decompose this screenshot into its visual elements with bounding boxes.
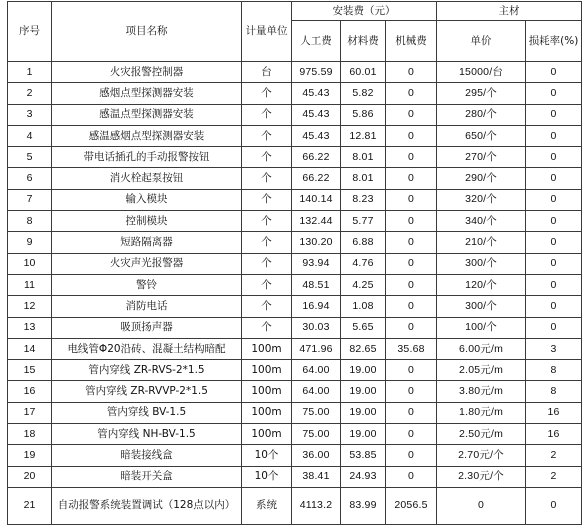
cell-loss-rate: 0 (526, 189, 582, 210)
cell-seq: 11 (8, 274, 52, 295)
cell-unit: 10个 (242, 466, 292, 487)
cell-machine-fee: 35.68 (386, 338, 437, 359)
cell-unit: 个 (242, 296, 292, 317)
cell-unit-price: 270/个 (437, 147, 526, 168)
cell-unit: 100m (242, 424, 292, 445)
cell-material-fee: 6.88 (341, 232, 386, 253)
cell-unit: 系统 (242, 487, 292, 524)
cell-unit-price: 2.05元/m (437, 360, 526, 381)
cell-loss-rate: 0 (526, 487, 582, 524)
cell-material-fee: 83.99 (341, 487, 386, 524)
cell-seq: 14 (8, 338, 52, 359)
cell-seq: 5 (8, 147, 52, 168)
header-seq: 序号 (8, 2, 52, 62)
cell-unit-price: 2.50元/m (437, 424, 526, 445)
cell-seq: 15 (8, 360, 52, 381)
cell-labor-fee: 48.51 (292, 274, 341, 295)
cell-machine-fee: 0 (386, 62, 437, 83)
cell-seq: 2 (8, 83, 52, 104)
cell-loss-rate: 0 (526, 147, 582, 168)
header-material-fee: 材料费 (341, 21, 386, 62)
cell-unit: 100m (242, 360, 292, 381)
table-row (8, 274, 582, 295)
cell-labor-fee: 30.03 (292, 317, 341, 338)
cell-material-fee: 8.23 (341, 189, 386, 210)
cell-unit-price: 2.70元/个 (437, 445, 526, 466)
cell-unit-price: 300/个 (437, 296, 526, 317)
cell-unit-price: 1.80元/m (437, 402, 526, 423)
cell-labor-fee: 36.00 (292, 445, 341, 466)
cell-labor-fee: 45.43 (292, 83, 341, 104)
cell-material-fee: 8.01 (341, 168, 386, 189)
cell-item-name: 警铃 (52, 274, 242, 295)
table-row (8, 83, 582, 104)
cell-item-name: 暗装开关盒 (52, 466, 242, 487)
table-row (8, 125, 582, 146)
cell-machine-fee: 0 (386, 83, 437, 104)
cell-loss-rate: 3 (526, 338, 582, 359)
cell-seq: 21 (8, 487, 52, 524)
cell-item-name: 管内穿线 BV-1.5 (52, 402, 242, 423)
cell-unit-price: 15000/台 (437, 62, 526, 83)
cell-item-name: 自动报警系统装置调试（128点以内） (52, 487, 242, 524)
cell-unit: 个 (242, 147, 292, 168)
cell-item-name: 消防电话 (52, 296, 242, 317)
cell-material-fee: 19.00 (341, 424, 386, 445)
table-row (8, 338, 582, 359)
cell-machine-fee: 0 (386, 104, 437, 125)
cell-seq: 20 (8, 466, 52, 487)
cell-unit: 个 (242, 274, 292, 295)
cell-loss-rate: 0 (526, 62, 582, 83)
cell-item-name: 管内穿线 ZR-RVS-2*1.5 (52, 360, 242, 381)
table-row (8, 317, 582, 338)
cell-unit-price: 120/个 (437, 274, 526, 295)
cell-item-name: 吸顶扬声器 (52, 317, 242, 338)
cell-machine-fee: 0 (386, 274, 437, 295)
cell-item-name: 带电话插孔的手动报警按钮 (52, 147, 242, 168)
cell-item-name: 暗装接线盒 (52, 445, 242, 466)
cell-unit-price: 320/个 (437, 189, 526, 210)
cell-loss-rate: 2 (526, 445, 582, 466)
cell-machine-fee: 2056.5 (386, 487, 437, 524)
cell-material-fee: 4.25 (341, 274, 386, 295)
cell-machine-fee: 0 (386, 360, 437, 381)
cell-labor-fee: 132.44 (292, 211, 341, 232)
cell-loss-rate: 0 (526, 211, 582, 232)
cell-machine-fee: 0 (386, 232, 437, 253)
cell-machine-fee: 0 (386, 189, 437, 210)
table-row (8, 168, 582, 189)
cell-labor-fee: 4113.2 (292, 487, 341, 524)
table-row (8, 360, 582, 381)
cell-material-fee: 8.01 (341, 147, 386, 168)
cell-material-fee: 60.01 (341, 62, 386, 83)
table-row (8, 381, 582, 402)
cell-loss-rate: 0 (526, 125, 582, 146)
cell-loss-rate: 0 (526, 83, 582, 104)
cell-unit: 个 (242, 83, 292, 104)
cell-unit: 个 (242, 104, 292, 125)
header-item-name: 项目名称 (52, 2, 242, 62)
header-install-fee-group: 安装费（元） (292, 2, 437, 21)
cell-item-name: 感温感烟点型探测器安装 (52, 125, 242, 146)
cell-item-name: 管内穿线 ZR-RVVP-2*1.5 (52, 381, 242, 402)
table-row (8, 232, 582, 253)
cell-labor-fee: 38.41 (292, 466, 341, 487)
cell-material-fee: 53.85 (341, 445, 386, 466)
cell-machine-fee: 0 (386, 253, 437, 274)
cell-material-fee: 82.65 (341, 338, 386, 359)
header-machine-fee: 机械费 (386, 21, 437, 62)
cell-loss-rate: 16 (526, 424, 582, 445)
cell-seq: 6 (8, 168, 52, 189)
cell-material-fee: 19.00 (341, 402, 386, 423)
cell-unit: 100m (242, 381, 292, 402)
cell-item-name: 短路隔离器 (52, 232, 242, 253)
cell-seq: 9 (8, 232, 52, 253)
cell-labor-fee: 975.59 (292, 62, 341, 83)
cell-labor-fee: 93.94 (292, 253, 341, 274)
table-row (8, 424, 582, 445)
cell-machine-fee: 0 (386, 402, 437, 423)
cell-loss-rate: 0 (526, 168, 582, 189)
table-row (8, 147, 582, 168)
cell-labor-fee: 66.22 (292, 147, 341, 168)
cell-unit: 100m (242, 402, 292, 423)
cell-unit: 台 (242, 62, 292, 83)
cell-item-name: 感烟点型探测器安装 (52, 83, 242, 104)
cell-unit: 100m (242, 338, 292, 359)
table-row (8, 211, 582, 232)
cell-seq: 4 (8, 125, 52, 146)
cell-machine-fee: 0 (386, 168, 437, 189)
cell-unit: 个 (242, 317, 292, 338)
cell-item-name: 电线管Φ20沿砖、混凝土结构暗配 (52, 338, 242, 359)
cell-item-name: 火灾声光报警器 (52, 253, 242, 274)
table-row (8, 62, 582, 83)
cell-seq: 7 (8, 189, 52, 210)
cell-unit: 10个 (242, 445, 292, 466)
cell-unit-price: 6.00元/m (437, 338, 526, 359)
cell-unit-price: 210/个 (437, 232, 526, 253)
cell-loss-rate: 0 (526, 104, 582, 125)
table-row (8, 402, 582, 423)
header-labor-fee: 人工费 (292, 21, 341, 62)
cell-unit-price: 340/个 (437, 211, 526, 232)
cell-machine-fee: 0 (386, 445, 437, 466)
cell-seq: 3 (8, 104, 52, 125)
cell-seq: 10 (8, 253, 52, 274)
cell-material-fee: 5.65 (341, 317, 386, 338)
table-row (8, 296, 582, 317)
cell-material-fee: 5.82 (341, 83, 386, 104)
table-row (8, 189, 582, 210)
cell-seq: 16 (8, 381, 52, 402)
cell-seq: 13 (8, 317, 52, 338)
cell-unit-price: 280/个 (437, 104, 526, 125)
cell-unit-price: 300/个 (437, 253, 526, 274)
cell-loss-rate: 0 (526, 232, 582, 253)
header-loss-rate: 损耗率(%) (526, 21, 582, 62)
cell-machine-fee: 0 (386, 466, 437, 487)
cell-loss-rate: 0 (526, 296, 582, 317)
cell-machine-fee: 0 (386, 424, 437, 445)
cell-item-name: 管内穿线 NH-BV-1.5 (52, 424, 242, 445)
cell-labor-fee: 130.20 (292, 232, 341, 253)
cell-unit: 个 (242, 168, 292, 189)
cell-unit-price: 295/个 (437, 83, 526, 104)
table-row (8, 487, 582, 524)
cell-material-fee: 19.00 (341, 381, 386, 402)
cell-unit: 个 (242, 189, 292, 210)
cell-loss-rate: 8 (526, 381, 582, 402)
table-row (8, 104, 582, 125)
cell-unit: 个 (242, 125, 292, 146)
cell-unit-price: 0 (437, 487, 526, 524)
cell-unit-price: 650/个 (437, 125, 526, 146)
cell-machine-fee: 0 (386, 147, 437, 168)
cell-labor-fee: 64.00 (292, 360, 341, 381)
cell-loss-rate: 0 (526, 317, 582, 338)
fire-alarm-cost-table (7, 1, 582, 525)
cell-labor-fee: 471.96 (292, 338, 341, 359)
cell-labor-fee: 45.43 (292, 104, 341, 125)
cell-loss-rate: 0 (526, 253, 582, 274)
cell-unit-price: 2.30元/个 (437, 466, 526, 487)
cell-labor-fee: 16.94 (292, 296, 341, 317)
cell-seq: 18 (8, 424, 52, 445)
cell-machine-fee: 0 (386, 317, 437, 338)
cell-machine-fee: 0 (386, 296, 437, 317)
cell-item-name: 控制模块 (52, 211, 242, 232)
cell-unit: 个 (242, 232, 292, 253)
table-row (8, 466, 582, 487)
cell-machine-fee: 0 (386, 125, 437, 146)
cell-material-fee: 5.77 (341, 211, 386, 232)
header-unit: 计量单位 (242, 2, 292, 62)
cell-labor-fee: 75.00 (292, 402, 341, 423)
cell-machine-fee: 0 (386, 381, 437, 402)
cell-unit-price: 290/个 (437, 168, 526, 189)
cell-seq: 19 (8, 445, 52, 466)
cell-seq: 17 (8, 402, 52, 423)
cell-material-fee: 19.00 (341, 360, 386, 381)
cell-labor-fee: 45.43 (292, 125, 341, 146)
cell-item-name: 消火栓起泵按钮 (52, 168, 242, 189)
cell-seq: 8 (8, 211, 52, 232)
cell-material-fee: 24.93 (341, 466, 386, 487)
cell-labor-fee: 66.22 (292, 168, 341, 189)
cell-machine-fee: 0 (386, 211, 437, 232)
header-unit-price: 单价 (437, 21, 526, 62)
cell-material-fee: 5.86 (341, 104, 386, 125)
cell-seq: 1 (8, 62, 52, 83)
cell-loss-rate: 0 (526, 274, 582, 295)
cell-loss-rate: 16 (526, 402, 582, 423)
cell-material-fee: 4.76 (341, 253, 386, 274)
table-row (8, 253, 582, 274)
cell-unit: 个 (242, 211, 292, 232)
cell-item-name: 火灾报警控制器 (52, 62, 242, 83)
header-main-material-group: 主材 (437, 2, 582, 21)
cell-unit: 个 (242, 253, 292, 274)
cell-loss-rate: 8 (526, 360, 582, 381)
cell-loss-rate: 2 (526, 466, 582, 487)
table-row (8, 445, 582, 466)
cell-labor-fee: 75.00 (292, 424, 341, 445)
cell-labor-fee: 64.00 (292, 381, 341, 402)
cell-material-fee: 1.08 (341, 296, 386, 317)
cell-unit-price: 100/个 (437, 317, 526, 338)
cell-seq: 12 (8, 296, 52, 317)
table-body (8, 62, 582, 525)
cell-labor-fee: 140.14 (292, 189, 341, 210)
cell-material-fee: 12.81 (341, 125, 386, 146)
cell-item-name: 输入模块 (52, 189, 242, 210)
cell-item-name: 感温点型探测器安装 (52, 104, 242, 125)
cell-unit-price: 3.80元/m (437, 381, 526, 402)
